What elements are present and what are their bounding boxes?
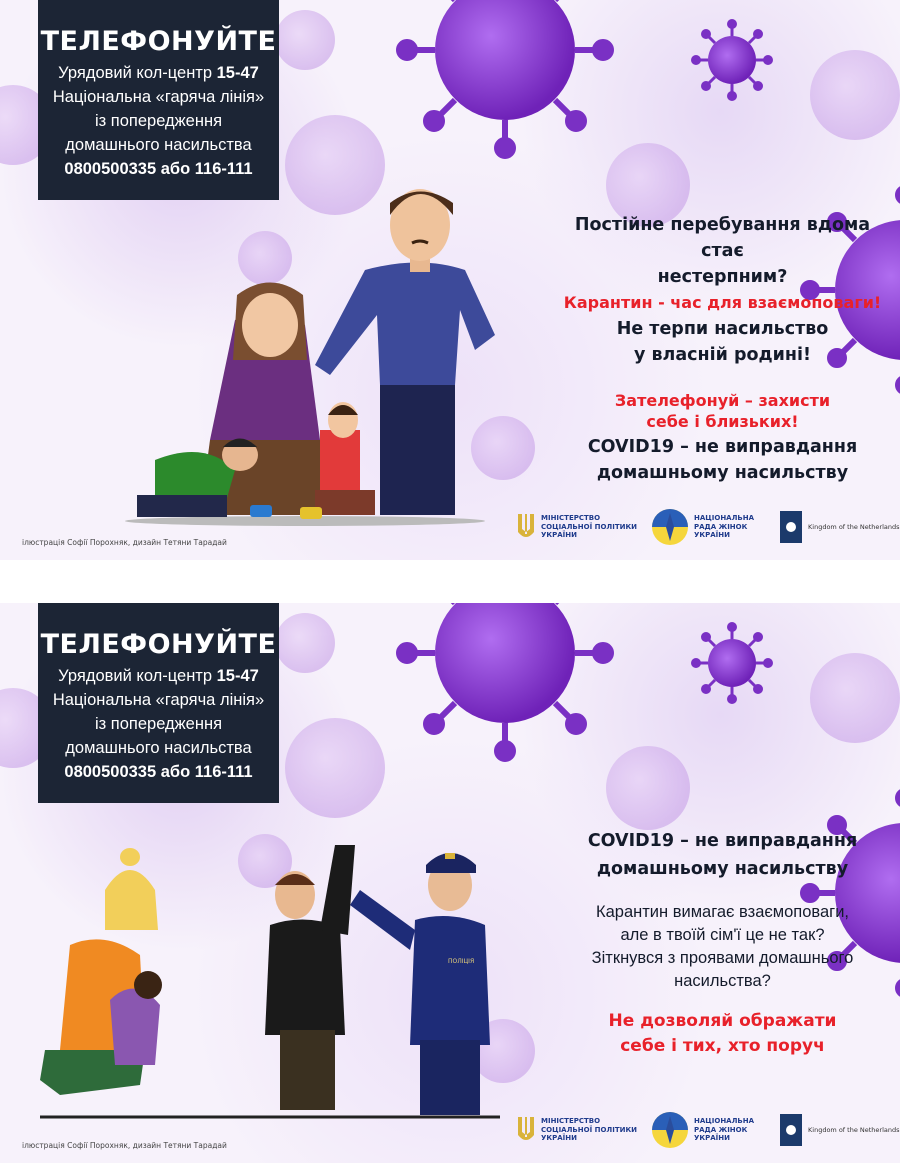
ministry-name: СОЦІАЛЬНОЇ ПОЛІТИКИ <box>541 522 638 531</box>
ministry-name: УКРАЇНИ <box>541 1134 577 1143</box>
hotline-line <box>38 664 279 688</box>
hotline-line: домашнього насильства <box>65 739 252 757</box>
message-line-red: Карантин - час для взаємоповаги! <box>563 293 882 312</box>
netherlands-name: Kingdom of the Netherlands <box>808 1125 900 1134</box>
council-name: РАДА ЖІНОК <box>694 522 748 531</box>
women-council-emblem-icon <box>650 1110 690 1150</box>
family-illustration <box>115 175 515 530</box>
message-line: COVID19 – не виправдання <box>587 437 858 457</box>
message-line: Постійне перебування вдома стає <box>574 215 871 261</box>
girl-figure <box>315 402 375 515</box>
women-council-logo <box>650 1108 754 1152</box>
mother-child-figure <box>40 848 162 1095</box>
hotline-line: із попередження <box>94 112 223 130</box>
police-officer-figure <box>350 853 490 1115</box>
ministry-name: МІНІСТЕРСТВО <box>541 514 601 523</box>
logos-row <box>515 505 900 549</box>
hotline-phone <box>38 760 279 784</box>
main-message <box>555 212 890 486</box>
virus-icon <box>693 624 772 703</box>
council-name: УКРАЇНИ <box>694 531 730 540</box>
hotline-title: ТЕЛЕФОНУЙТЕ <box>40 629 277 660</box>
logos-row <box>515 1108 900 1152</box>
council-name: УКРАЇНИ <box>694 1134 730 1143</box>
women-council-logo <box>650 505 754 549</box>
netherlands-name: Kingdom of the Netherlands <box>808 522 900 531</box>
council-name: НАЦІОНАЛЬНА <box>694 1117 755 1126</box>
message-line-red: Не дозволяй ображати <box>608 1011 837 1031</box>
message-line-red: себе і тих, хто поруч <box>620 1036 825 1056</box>
hotline-number: 15-47 <box>216 64 259 82</box>
poster-separator <box>0 560 900 603</box>
poster-2 <box>0 603 900 1163</box>
hotline-line <box>38 61 279 85</box>
message-line-red: себе і близьких! <box>646 412 799 431</box>
police-patch-text: ПОЛІЦІЯ <box>448 958 475 965</box>
netherlands-logo <box>780 505 900 549</box>
message-line: домашньому насильству <box>596 463 849 483</box>
ministry-name: СОЦІАЛЬНОЇ ПОЛІТИКИ <box>541 1125 638 1134</box>
ministry-name: УКРАЇНИ <box>541 531 577 540</box>
main-message <box>555 827 890 1059</box>
hotline-phone-text: 0800500335 або 116-111 <box>64 160 253 178</box>
trident-icon <box>515 512 537 542</box>
aggressor-figure <box>265 845 355 1110</box>
hotline-line: Національна «гаряча лінія» <box>52 88 265 106</box>
women-council-emblem-icon <box>650 507 690 547</box>
police-intervention-illustration <box>30 835 530 1125</box>
hotline-title: ТЕЛЕФОНУЙТЕ <box>40 26 277 57</box>
hotline-label: Урядовий кол-центр <box>58 667 217 685</box>
message-line: нестерпним? <box>657 267 788 287</box>
council-name: НАЦІОНАЛЬНА <box>694 514 755 523</box>
illustration-credit: ілюстрація Софії Порохняк, дизайн Тетяни Тарадай <box>22 1141 227 1150</box>
message-line: домашньому насильству <box>596 859 849 879</box>
council-name: РАДА ЖІНОК <box>694 1125 748 1134</box>
hotline-phone-text: 0800500335 або 116-111 <box>64 763 253 781</box>
trident-icon <box>515 1115 537 1145</box>
message-line: Не терпи насильство <box>616 319 829 339</box>
hotline-box <box>38 0 279 200</box>
netherlands-crest-icon <box>780 511 802 543</box>
message-line-red: Зателефонуй – захисти <box>614 391 831 410</box>
hotline-label: Урядовий кол-центр <box>58 64 217 82</box>
ministry-logo <box>515 505 637 549</box>
message-line: COVID19 – не виправдання <box>587 831 858 851</box>
netherlands-logo <box>780 1108 900 1152</box>
hotline-box <box>38 603 279 803</box>
ministry-name: МІНІСТЕРСТВО <box>541 1117 601 1126</box>
poster-1 <box>0 0 900 560</box>
hotline-number: 15-47 <box>216 667 259 685</box>
message-line: насильства? <box>674 972 771 990</box>
virus-icon <box>399 0 611 156</box>
illustration-credit: ілюстрація Софії Порохняк, дизайн Тетяни Тарадай <box>22 538 227 547</box>
ministry-logo <box>515 1108 637 1152</box>
virus-icon <box>693 21 772 100</box>
hotline-line: домашнього насильства <box>65 136 252 154</box>
hotline-line: із попередження <box>94 715 223 733</box>
virus-icon <box>399 603 611 759</box>
message-line: Карантин вимагає взаємоповаги, <box>595 903 849 921</box>
hotline-line: Національна «гаряча лінія» <box>52 691 265 709</box>
message-line: але в твоїй сім'ї це не так? <box>620 926 825 944</box>
message-line: у власній родині! <box>633 345 812 365</box>
message-line: Зіткнувся з проявами домашнього <box>591 949 854 967</box>
netherlands-crest-icon <box>780 1114 802 1146</box>
